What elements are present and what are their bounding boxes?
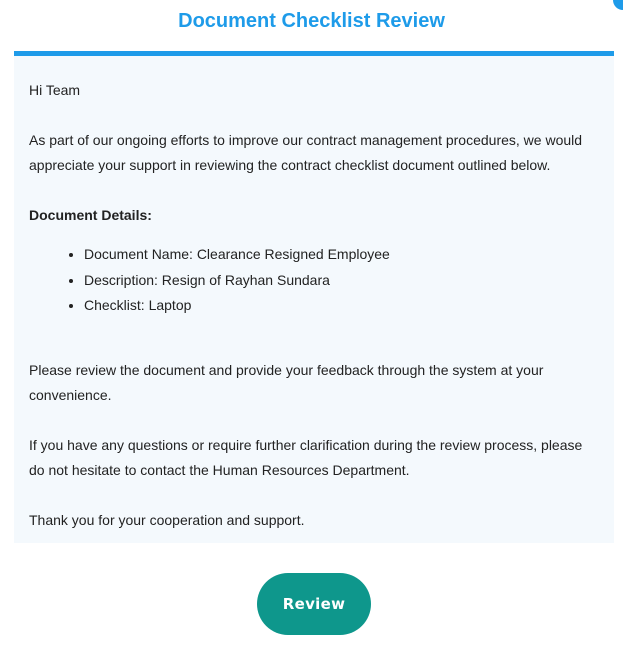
document-details-heading: Document Details:: [29, 207, 152, 223]
review-request-paragraph: Please review the document and provide your feedback through the system at your convenience.: [29, 361, 544, 403]
intro-paragraph: As part of our ongoing efforts to improve our contract management procedures, we would appreciate your support in reviewing the contract checklist document outlined below.: [29, 132, 583, 173]
review-button[interactable]: Review: [257, 573, 371, 635]
detail-document-name: • Document Name: Clearance Resigned Employee: [84, 242, 599, 268]
questions-paragraph: If you have any questions or require further clarification during the review process, please do not hesitate to contact the Human Resources Department.: [29, 436, 583, 478]
detail-checklist: • Checklist: Laptop: [84, 293, 599, 319]
page-title: Document Checklist Review: [178, 10, 445, 32]
closing-text: Thank you for your cooperation and support.: [29, 511, 305, 528]
message-card: [14, 51, 614, 543]
document-details-list: [29, 242, 599, 319]
detail-description: • Description: Resign of Rayhan Sundara: [84, 268, 599, 294]
greeting-text: Hi Team: [29, 82, 81, 98]
